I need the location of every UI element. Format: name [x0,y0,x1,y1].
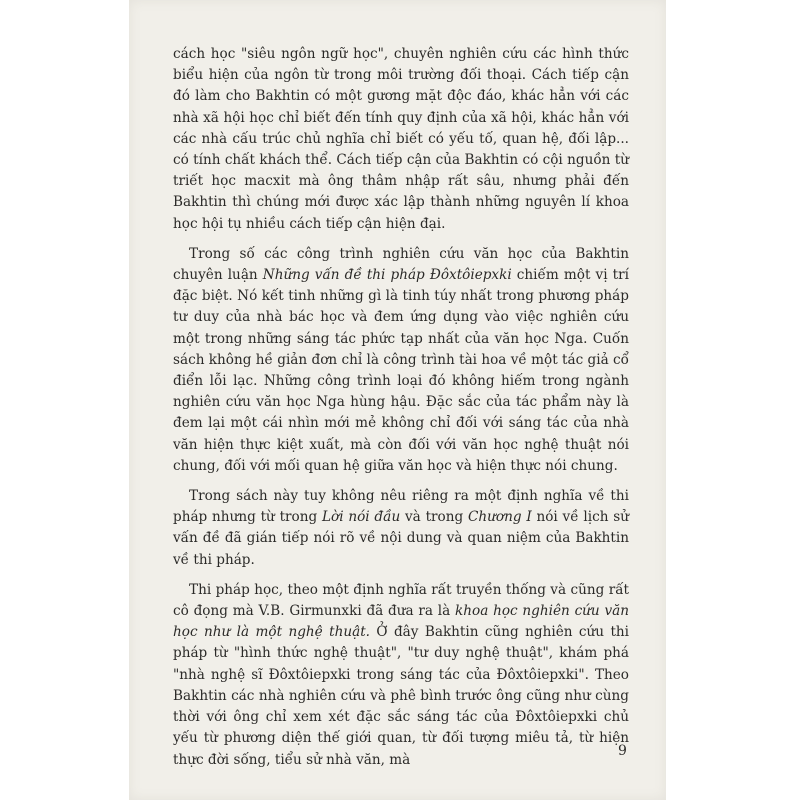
paragraph-1-text: cách học "siêu ngôn ngữ học", chuyên nghiên cứu các hình thức biểu hiện của ngôn từ trong môi trường đối thoại. Cách tiếp cận đó làm cho Bakhtin có một gương mặt độc đáo, khác hẳn với các nhà xã hội học chỉ biết đến tính quy định của xã hội, khác hẳn với các nhà cấu trúc chủ nghĩa chỉ biết có yếu tố, quan hệ, đối lập... có tính chất khách thể. Cách tiếp cận của Bakhtin có cội nguồn từ triết học macxit mà ông thâm nhập rất sâu, nhưng phải đến Bakhtin thì chúng mới được xác lập thành những nguyên lí khoa học hội tụ nhiều cách tiếp cận hiện đại. [173,46,629,232]
paragraph-3-text-a: Trong sách này tuy không nêu riêng ra một định nghĩa về thi pháp nhưng từ trong [173,488,629,526]
paragraph-4-text-b: Ở đây Bakhtin cũng nghiên cứu thi pháp từ "hình thức nghệ thuật", "tư duy nghệ thuật", khám phá "nhà nghệ sĩ Đôxtôiepxki trong sáng tác của Đôxtôiepxki". Theo Bakhtin các nhà nghiên cứu và phê bình trước ông cũng như cùng thời với ông chỉ xem xét đặc sắc sáng tác của Đôxtôiepxki chủ yếu từ phương diện thế giới quan, từ đối tượng miêu tả, từ hiện thực đời sống, tiểu sử nhà văn, mà [173,624,630,768]
paragraph-3 [173,486,629,571]
foreword-title-italic: Lời nói đầu [321,509,401,526]
paragraph-3-text-b: và trong [400,509,468,526]
book-page [129,0,666,800]
chapter-title-italic: Chương I [467,509,532,526]
book-title-italic: Những vấn đề thi pháp Đôxtôiepxki [262,267,512,284]
paragraph-2 [173,244,629,477]
paragraph-2-text-b: chiếm một vị trí đặc biệt. Nó kết tinh những gì là tinh túy nhất trong phương pháp tư duy của nhà bác học và đem ứng dụng vào việc nghiên cứu một trong những sáng tác phức tạp nhất của văn học Nga. Cuốn sách không hề giản đơn chỉ là công trình tài hoa về một tác giả cổ điển lỗi lạc. Những công trình loại đó không hiếm trong ngành nghiên cứu văn học Nga hùng hậu. Đặc sắc của tác phẩm này là đem lại một cái nhìn mới mẻ không chỉ đối với sáng tác của nhà văn hiện thực kiệt xuất, mà còn đối với văn học nghệ thuật nói chung, đối với mối quan hệ giữa văn học và hiện thực nói chung. [173,267,629,474]
paragraph-4-text-a: Thi pháp học, theo một định nghĩa rất truyền thống và cũng rất cô đọng mà V.B. Girmunxki đã đưa ra là [173,581,629,620]
paragraph-4 [173,580,629,771]
body-text [173,44,629,771]
paragraph-2-text-a: Trong số các công trình nghiên cứu văn học của Bakhtin chuyên luận [173,245,629,284]
page-number: 9 [618,743,627,759]
paragraph-1 [173,44,629,235]
definition-italic: khoa học nghiên cứu văn học như là một nghệ thuật. [173,603,630,641]
paragraph-3-text-c: nói về lịch sử vấn đề đã gián tiếp nói rõ về nội dung và quan niệm của Bakhtin về thi pháp. [173,509,629,568]
